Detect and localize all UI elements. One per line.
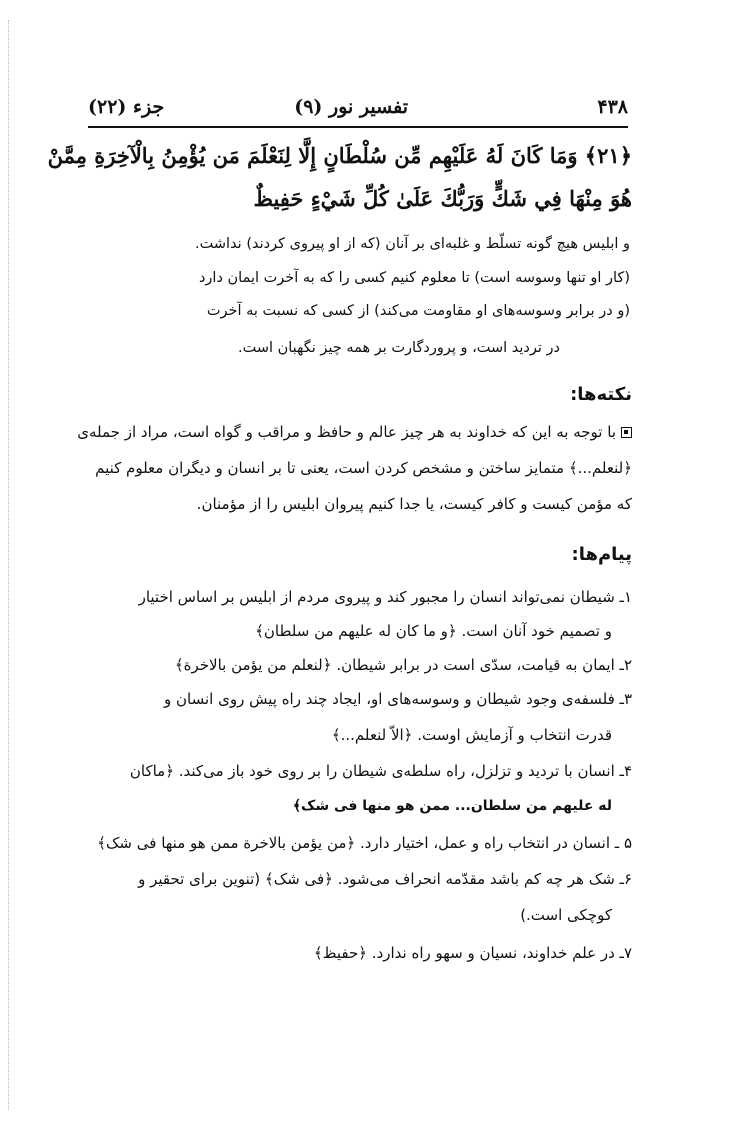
- quran-verse-line: ﴿۲۱﴾ وَمَا كَانَ لَهُ عَلَيْهِم مِّن سُلْطَانٍ إِلَّا لِنَعْلَمَ مَن يُؤْمِنُ بِالْآخِرَةِ مِمَّنْ: [47, 143, 632, 168]
- translation-line: و ابلیس هیچ گونه تسلّط و غلبه‌ای بر آنان (که از او پیروی کردند) نداشت.: [195, 236, 630, 252]
- notes-heading: نکته‌ها:: [570, 384, 632, 405]
- message-line: له علیهم من سلطان... ممن هو منها فی شک﴾: [292, 798, 612, 814]
- messages-heading: پیام‌ها:: [571, 544, 632, 565]
- message-line: ۴ـ انسان با تردید و تزلزل، راه سلطه‌ی شیطان را بر روی خود باز می‌کند. ﴿ماکان: [129, 762, 632, 780]
- note-line: که مؤمن کیست و کافر کیست، یا جدا کنیم پیروان ابلیس را از مؤمنان.: [196, 495, 632, 513]
- message-line: ۲ـ ایمان به قیامت، سدّی است در برابر شیطان. ﴿لنعلم من یؤمن بالاخرة﴾: [174, 656, 632, 674]
- quran-verse-line: هُوَ مِنْهَا فِي شَكٍّ وَرَبُّكَ عَلَىٰ كُلِّ شَيْءٍ حَفِيظٌ: [253, 186, 632, 211]
- message-line: ۳ـ فلسفه‌ی وجود شیطان و وسوسه‌های او، ایجاد چند راه پیش روی انسان و: [164, 690, 632, 708]
- translation-line: (و در برابر وسوسه‌های او مقاومت می‌کند) از کسی که نسبت به آخرت: [206, 303, 630, 319]
- message-line: ۵ ـ انسان در انتخاب راه و عمل، اختیار دارد. ﴿من یؤمن بالاخرة ممن هو منها فی شک﴾: [97, 834, 632, 852]
- translation-line: در تردید است، و پروردگارت بر همه چیز نگهبان است.: [237, 340, 560, 356]
- message-line: ۶ـ شک هر چه کم باشد مقدّمه انحراف می‌شود. ﴿فی شک﴾ (تنوین برای تحقیر و: [138, 870, 632, 888]
- note-line: ﴿لنعلم...﴾ متمایز ساختن و مشخص کردن است، یعنی تا بر انسان و دیگران معلوم کنیم: [95, 459, 632, 477]
- page-number: ۴۳۸: [597, 96, 628, 118]
- juz-label: جزء (۲۲): [88, 96, 165, 118]
- message-line: ۱ـ شیطان نمی‌تواند انسان را مجبور کند و پیروی مردم از ابلیس بر اساس اختیار: [138, 588, 632, 606]
- book-title: تفسیر نور (۹): [294, 96, 408, 118]
- message-line: ۷ـ در علم خداوند، نسیان و سهو راه ندارد. ﴿حفیظ﴾: [313, 944, 632, 962]
- page-header: [88, 96, 628, 128]
- margin-dotted-line: [8, 20, 10, 1110]
- message-line: کوچکی است.): [520, 906, 612, 924]
- translation-line: (کار او تنها وسوسه است) تا معلوم کنیم کسی را که به آخرت ایمان دارد: [198, 270, 630, 286]
- message-line: و تصمیم خود آنان است. ﴿و ما کان له علیهم من سلطان﴾: [255, 622, 612, 640]
- message-line: قدرت انتخاب و آزمایش اوست. ﴿الاّ لنعلم...﴾: [331, 726, 612, 744]
- note-line: با توجه به این که خداوند به هر چیز عالم و حافظ و مراقب و گواه است، مراد از جمله‌ی: [92, 423, 632, 441]
- square-bullet-icon: [621, 427, 632, 438]
